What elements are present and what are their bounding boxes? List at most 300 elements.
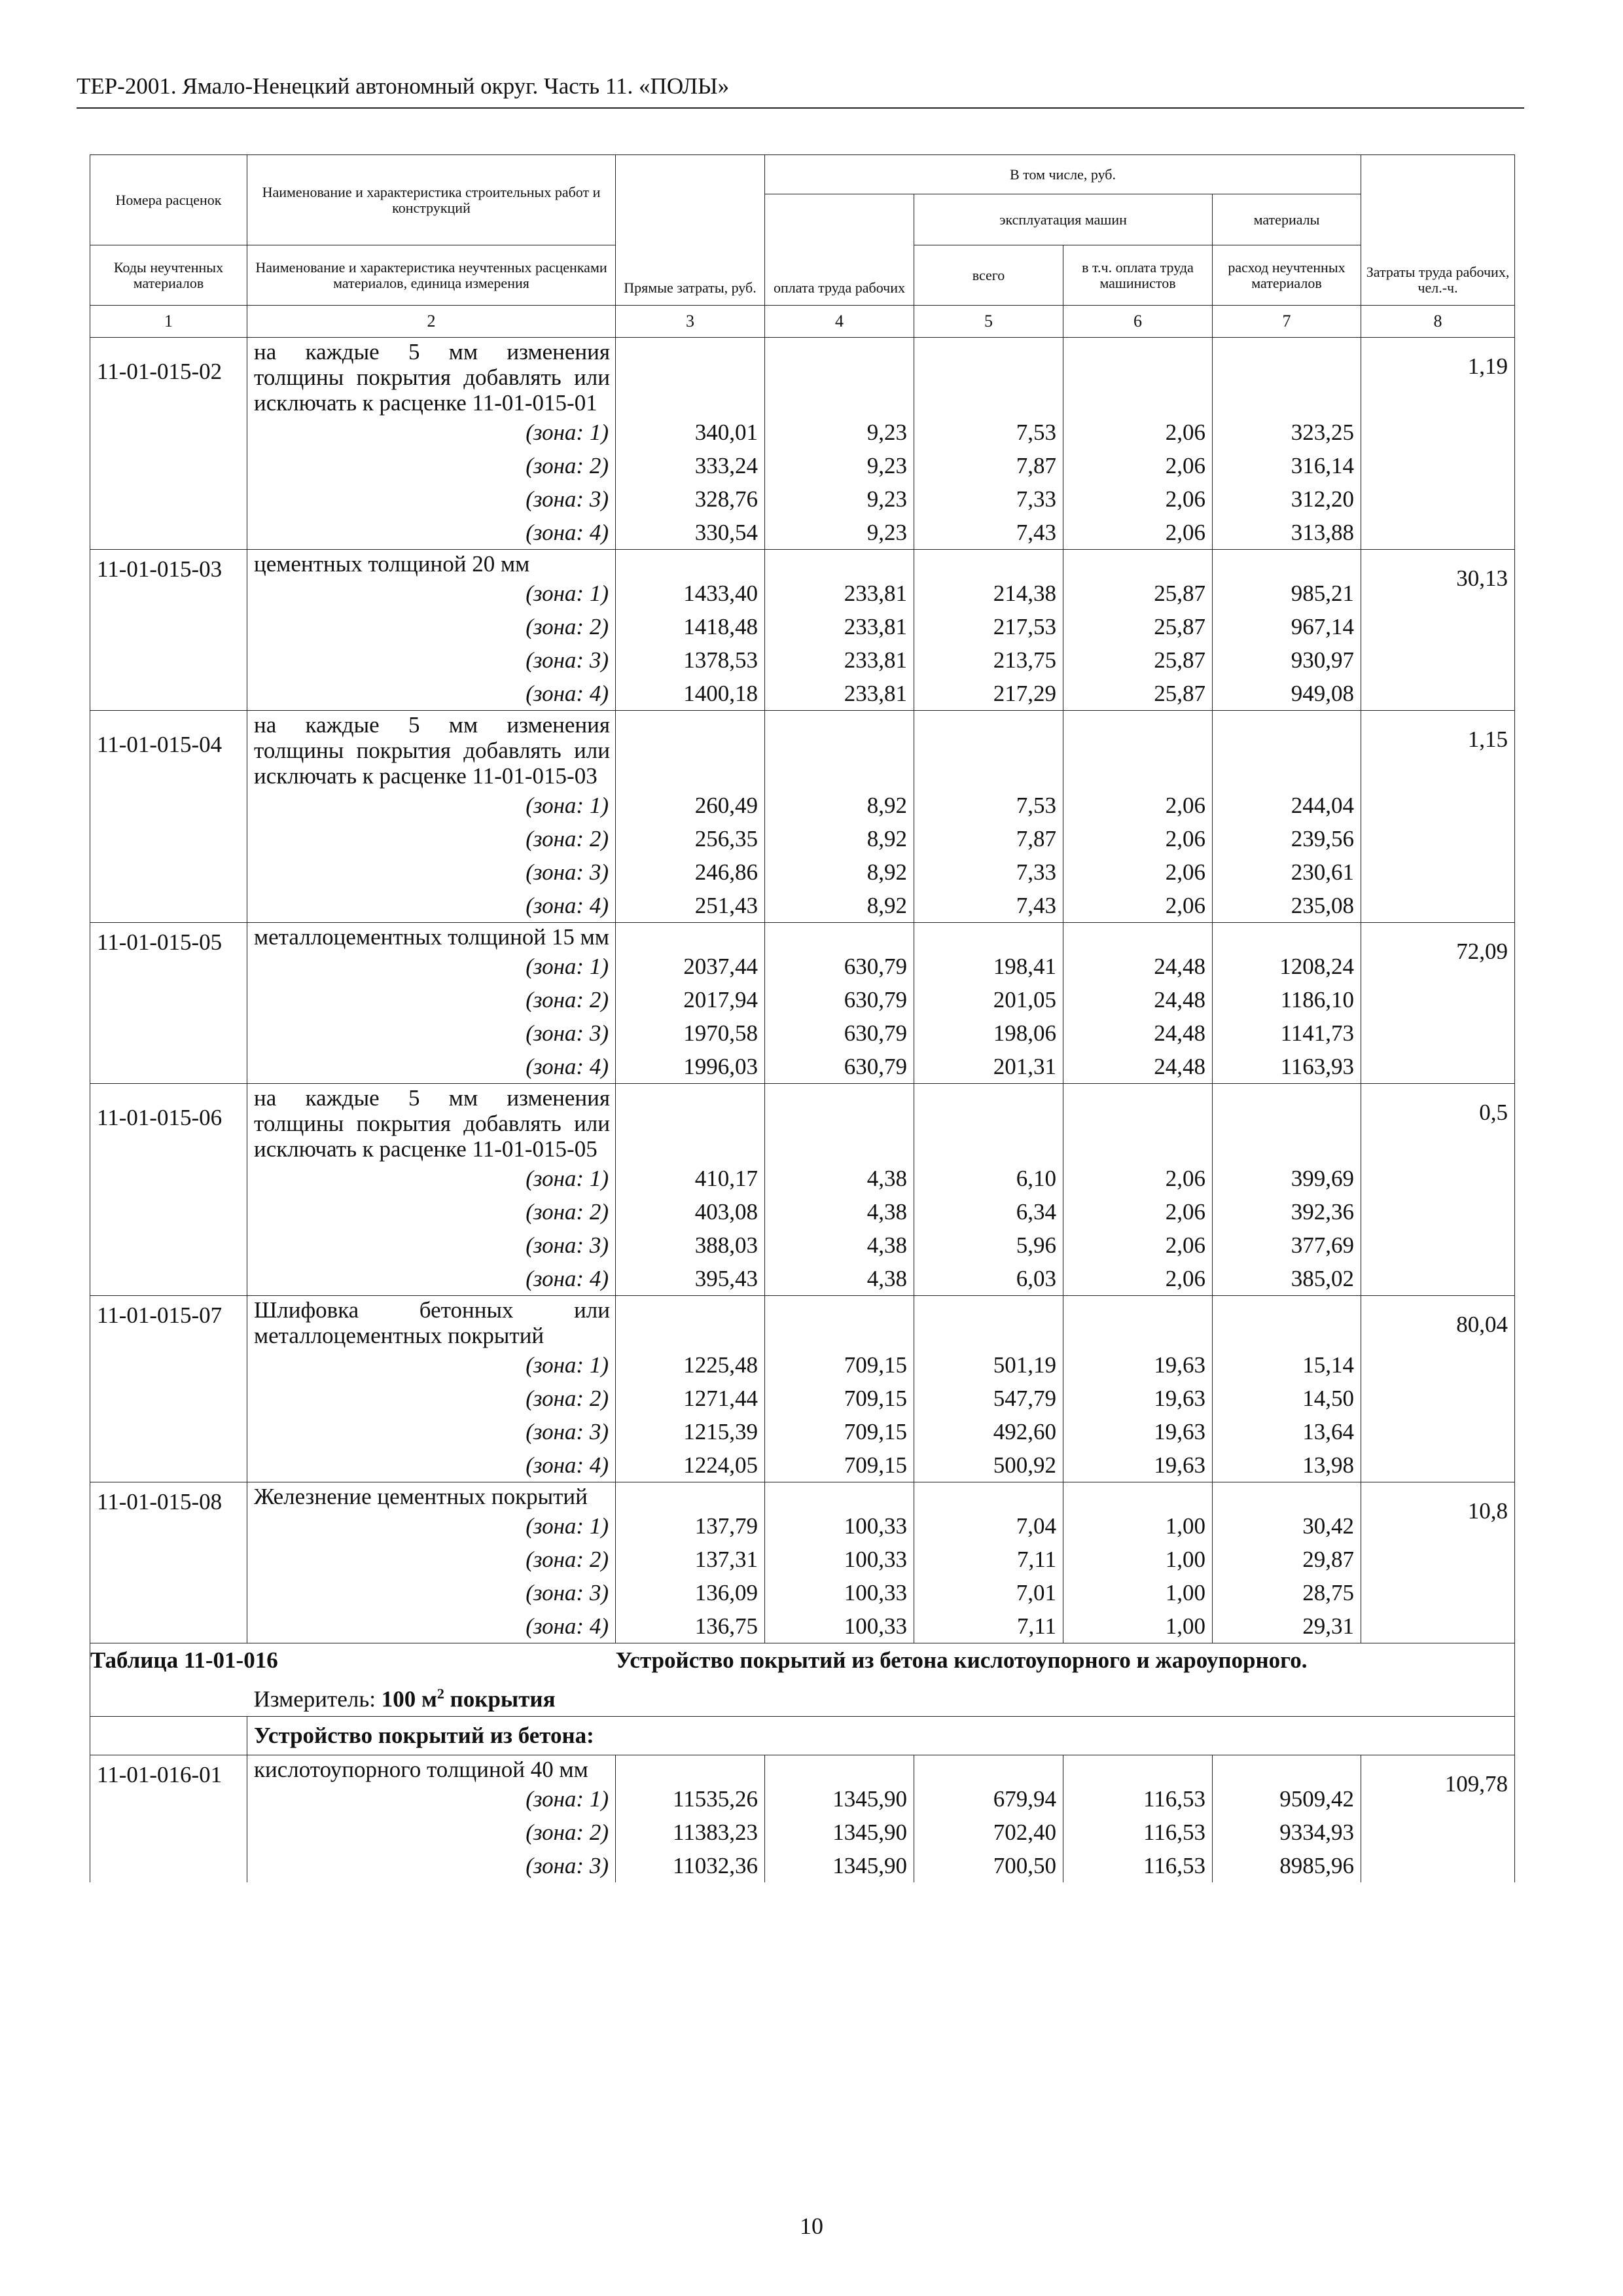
empty-cell (616, 1084, 765, 1162)
zone-row (90, 1609, 1515, 1643)
zone-label: (зона: 1) (247, 416, 616, 449)
zone-label: (зона: 3) (247, 482, 616, 516)
column-number: 4 (765, 306, 914, 338)
materials-cost: 392,36 (1213, 1195, 1361, 1229)
empty-cell (765, 550, 914, 577)
machines-pay: 1,00 (1063, 1509, 1213, 1543)
zone-label: (зона: 4) (247, 889, 616, 923)
empty-cell (1063, 1482, 1213, 1510)
direct-cost: 137,79 (616, 1509, 765, 1543)
machines-total: 7,11 (914, 1609, 1063, 1643)
empty-cell (616, 923, 765, 950)
machines-pay: 2,06 (1063, 1229, 1213, 1262)
labor-pay: 630,79 (765, 1050, 914, 1084)
machines-total: 217,53 (914, 610, 1063, 643)
empty-cell (765, 1755, 914, 1782)
zone-row (90, 1162, 1515, 1195)
labor-cost: 109,78 (1361, 1755, 1515, 1882)
labor-cost: 80,04 (1361, 1296, 1515, 1482)
col-code-bottom: Коды неучтенных материалов (90, 245, 247, 306)
empty-cell (914, 550, 1063, 577)
zone-label: (зона: 2) (247, 449, 616, 482)
machines-pay: 1,00 (1063, 1609, 1213, 1643)
machines-total: 7,04 (914, 1509, 1063, 1543)
zone-row (90, 1576, 1515, 1609)
materials-cost: 323,25 (1213, 416, 1361, 449)
empty-cell (1063, 923, 1213, 950)
labor-cost: 1,15 (1361, 711, 1515, 923)
column-number: 1 (90, 306, 247, 338)
measure-unit: покрытия (450, 1686, 556, 1712)
labor-pay: 233,81 (765, 610, 914, 643)
column-number: 2 (247, 306, 616, 338)
zone-label: (зона: 2) (247, 1816, 616, 1849)
labor-pay: 630,79 (765, 1016, 914, 1050)
machines-total: 217,29 (914, 677, 1063, 711)
materials-cost: 235,08 (1213, 889, 1361, 923)
rate-description: на каждые 5 мм изменения толщины покрытия добавлять или исключать к расценке 11-01-015-01 (247, 338, 616, 416)
labor-cost: 30,13 (1361, 550, 1515, 711)
empty-cell (1063, 1296, 1213, 1349)
rate-group-row (90, 711, 1515, 789)
labor-pay: 1345,90 (765, 1849, 914, 1882)
machines-total: 547,79 (914, 1382, 1063, 1415)
direct-cost: 2017,94 (616, 983, 765, 1016)
zone-label: (зона: 4) (247, 1448, 616, 1482)
zone-row (90, 789, 1515, 822)
labor-pay: 100,33 (765, 1509, 914, 1543)
measure-label: Измеритель: (253, 1686, 376, 1712)
machines-pay: 1,00 (1063, 1543, 1213, 1576)
labor-pay: 630,79 (765, 950, 914, 983)
zone-label: (зона: 4) (247, 516, 616, 550)
zone-label: (зона: 2) (247, 610, 616, 643)
empty-cell (914, 1296, 1063, 1349)
rate-group-row (90, 1084, 1515, 1162)
materials-cost: 29,31 (1213, 1609, 1361, 1643)
rate-description: на каждые 5 мм изменения толщины покрытия добавлять или исключать к расценке 11-01-015-05 (247, 1084, 616, 1162)
machines-total: 214,38 (914, 577, 1063, 610)
materials-cost: 230,61 (1213, 855, 1361, 889)
materials-cost: 13,64 (1213, 1415, 1361, 1448)
price-table (90, 154, 1515, 1882)
direct-cost: 328,76 (616, 482, 765, 516)
page-header: ТЕР-2001. Ямало-Ненецкий автономный округ. Часть 11. «ПОЛЫ» (77, 73, 1524, 109)
labor-cost: 1,19 (1361, 338, 1515, 550)
empty-cell (616, 550, 765, 577)
direct-cost: 410,17 (616, 1162, 765, 1195)
labor-pay: 100,33 (765, 1576, 914, 1609)
labor-pay: 100,33 (765, 1609, 914, 1643)
machines-total: 7,01 (914, 1576, 1063, 1609)
zone-label: (зона: 3) (247, 1016, 616, 1050)
materials-cost: 9334,93 (1213, 1816, 1361, 1849)
empty-cell (765, 338, 914, 416)
machines-total: 679,94 (914, 1782, 1063, 1816)
zone-label: (зона: 4) (247, 1262, 616, 1296)
machines-pay: 24,48 (1063, 983, 1213, 1016)
empty-cell (1063, 711, 1213, 789)
section-row (90, 1716, 1515, 1755)
labor-pay: 9,23 (765, 449, 914, 482)
materials-cost: 13,98 (1213, 1448, 1361, 1482)
rate-code: 11-01-015-03 (90, 550, 247, 711)
rate-description: металлоцементных толщиной 15 мм (247, 923, 616, 950)
col-name-bottom: Наименование и характеристика неучтенных расценками материалов, единица измерения (247, 245, 616, 306)
labor-pay: 709,15 (765, 1448, 914, 1482)
direct-cost: 1215,39 (616, 1415, 765, 1448)
materials-cost: 930,97 (1213, 643, 1361, 677)
materials-cost: 15,14 (1213, 1348, 1361, 1382)
zone-label: (зона: 1) (247, 1348, 616, 1382)
rate-group-row (90, 1296, 1515, 1349)
col-materials: материалы (1213, 194, 1361, 245)
measure-unit-cell (247, 1677, 1515, 1716)
rate-group-row (90, 923, 1515, 950)
machines-pay: 2,06 (1063, 516, 1213, 550)
rate-description: Железнение цементных покрытий (247, 1482, 616, 1510)
machines-total: 7,53 (914, 416, 1063, 449)
table-title: Таблица 11-01-016 (90, 1643, 616, 1677)
machines-total: 700,50 (914, 1849, 1063, 1882)
direct-cost: 1418,48 (616, 610, 765, 643)
rate-group-row (90, 1755, 1515, 1782)
rate-group-row (90, 550, 1515, 577)
rate-description: на каждые 5 мм изменения толщины покрытия добавлять или исключать к расценке 11-01-015-03 (247, 711, 616, 789)
table-head (90, 155, 1515, 306)
col-machines-total: всего (914, 245, 1063, 306)
empty-cell (1213, 550, 1361, 577)
direct-cost: 137,31 (616, 1543, 765, 1576)
labor-pay: 233,81 (765, 643, 914, 677)
rate-code: 11-01-015-04 (90, 711, 247, 923)
machines-total: 201,31 (914, 1050, 1063, 1084)
direct-cost: 1378,53 (616, 643, 765, 677)
empty-cell (914, 923, 1063, 950)
machines-total: 6,10 (914, 1162, 1063, 1195)
empty-cell (1063, 1084, 1213, 1162)
labor-pay: 9,23 (765, 482, 914, 516)
empty-cell (1213, 338, 1361, 416)
direct-cost: 1271,44 (616, 1382, 765, 1415)
zone-label: (зона: 1) (247, 950, 616, 983)
machines-total: 213,75 (914, 643, 1063, 677)
materials-cost: 8985,96 (1213, 1849, 1361, 1882)
materials-cost: 9509,42 (1213, 1782, 1361, 1816)
empty-cell (914, 711, 1063, 789)
materials-cost: 1163,93 (1213, 1050, 1361, 1084)
labor-pay: 1345,90 (765, 1816, 914, 1849)
zone-label: (зона: 3) (247, 855, 616, 889)
materials-cost: 985,21 (1213, 577, 1361, 610)
empty-cell (914, 1084, 1063, 1162)
labor-cost: 0,5 (1361, 1084, 1515, 1296)
column-number: 8 (1361, 306, 1515, 338)
labor-pay: 630,79 (765, 983, 914, 1016)
direct-cost: 246,86 (616, 855, 765, 889)
machines-pay: 2,06 (1063, 1195, 1213, 1229)
zone-row (90, 950, 1515, 983)
machines-total: 7,87 (914, 822, 1063, 855)
machines-total: 7,11 (914, 1543, 1063, 1576)
rate-description: кислотоупорного толщиной 40 мм (247, 1755, 616, 1782)
rate-code: 11-01-015-06 (90, 1084, 247, 1296)
measure-superscript: 2 (437, 1685, 444, 1702)
empty-cell (1213, 1084, 1361, 1162)
materials-cost: 312,20 (1213, 482, 1361, 516)
direct-cost: 11535,26 (616, 1782, 765, 1816)
empty-cell (1213, 1296, 1361, 1349)
zone-label: (зона: 1) (247, 1509, 616, 1543)
empty-cell (616, 1296, 765, 1349)
empty-cell (1213, 711, 1361, 789)
rate-code: 11-01-016-01 (90, 1755, 247, 1882)
section-heading: Устройство покрытий из бетона: (247, 1716, 1515, 1755)
zone-row (90, 1509, 1515, 1543)
rate-code: 11-01-015-07 (90, 1296, 247, 1482)
direct-cost: 333,24 (616, 449, 765, 482)
empty-cell (914, 1482, 1063, 1510)
labor-pay: 9,23 (765, 416, 914, 449)
direct-cost: 403,08 (616, 1195, 765, 1229)
direct-cost: 388,03 (616, 1229, 765, 1262)
zone-row (90, 1849, 1515, 1882)
machines-total: 501,19 (914, 1348, 1063, 1382)
machines-pay: 25,87 (1063, 677, 1213, 711)
col-name-top: Наименование и характеристика строительных работ и конструкций (247, 155, 616, 245)
col-machines-pay: в т.ч. оплата труда машинистов (1063, 245, 1213, 306)
machines-pay: 116,53 (1063, 1782, 1213, 1816)
materials-cost: 313,88 (1213, 516, 1361, 550)
labor-pay: 233,81 (765, 577, 914, 610)
zone-label: (зона: 2) (247, 1543, 616, 1576)
zone-row (90, 1016, 1515, 1050)
col-code-top: Номера расценок (90, 155, 247, 245)
zone-row (90, 416, 1515, 449)
labor-cost: 10,8 (1361, 1482, 1515, 1643)
direct-cost: 330,54 (616, 516, 765, 550)
empty-cell (765, 923, 914, 950)
direct-cost: 1224,05 (616, 1448, 765, 1482)
table-title-row (90, 1643, 1515, 1677)
empty-cell (1063, 338, 1213, 416)
zone-label: (зона: 2) (247, 1382, 616, 1415)
machines-total: 492,60 (914, 1415, 1063, 1448)
empty-cell (1213, 923, 1361, 950)
labor-pay: 1345,90 (765, 1782, 914, 1816)
rate-description: цементных толщиной 20 мм (247, 550, 616, 577)
materials-cost: 14,50 (1213, 1382, 1361, 1415)
materials-cost: 377,69 (1213, 1229, 1361, 1262)
column-numbers-row (90, 306, 1515, 338)
machines-total: 500,92 (914, 1448, 1063, 1482)
machines-pay: 2,06 (1063, 855, 1213, 889)
zone-row (90, 1229, 1515, 1262)
zone-label: (зона: 3) (247, 1576, 616, 1609)
machines-total: 702,40 (914, 1816, 1063, 1849)
direct-cost: 1996,03 (616, 1050, 765, 1084)
measure-value: 100 м (381, 1686, 437, 1712)
labor-pay: 8,92 (765, 889, 914, 923)
direct-cost: 11383,23 (616, 1816, 765, 1849)
materials-cost: 30,42 (1213, 1509, 1361, 1543)
direct-cost: 1225,48 (616, 1348, 765, 1382)
empty-cell (616, 1755, 765, 1782)
empty-cell (1063, 550, 1213, 577)
direct-cost: 136,75 (616, 1609, 765, 1643)
machines-pay: 2,06 (1063, 416, 1213, 449)
direct-cost: 136,09 (616, 1576, 765, 1609)
zone-label: (зона: 4) (247, 1609, 616, 1643)
zone-label: (зона: 3) (247, 643, 616, 677)
labor-pay: 233,81 (765, 677, 914, 711)
zone-label: (зона: 4) (247, 1050, 616, 1084)
materials-cost: 1186,10 (1213, 983, 1361, 1016)
zone-row (90, 1195, 1515, 1229)
labor-pay: 100,33 (765, 1543, 914, 1576)
rate-group-row (90, 1482, 1515, 1510)
labor-pay: 709,15 (765, 1415, 914, 1448)
machines-pay: 2,06 (1063, 1262, 1213, 1296)
machines-pay: 2,06 (1063, 482, 1213, 516)
zone-row (90, 1382, 1515, 1415)
measure-spacer (90, 1677, 247, 1716)
rate-description: Шлифовка бетонных или металлоцементных покрытий (247, 1296, 616, 1349)
direct-cost: 11032,36 (616, 1849, 765, 1882)
machines-total: 7,33 (914, 855, 1063, 889)
labor-pay: 4,38 (765, 1262, 914, 1296)
machines-pay: 24,48 (1063, 1016, 1213, 1050)
zone-row (90, 1816, 1515, 1849)
col-including: В том числе, руб. (765, 155, 1361, 194)
zone-row (90, 822, 1515, 855)
materials-cost: 29,87 (1213, 1543, 1361, 1576)
machines-pay: 2,06 (1063, 889, 1213, 923)
direct-cost: 340,01 (616, 416, 765, 449)
materials-cost: 967,14 (1213, 610, 1361, 643)
table-description: Устройство покрытий из бетона кислотоупорного и жароупорного. (616, 1643, 1515, 1677)
labor-pay: 8,92 (765, 789, 914, 822)
labor-pay: 4,38 (765, 1162, 914, 1195)
direct-cost: 1400,18 (616, 677, 765, 711)
labor-pay: 709,15 (765, 1382, 914, 1415)
machines-pay: 19,63 (1063, 1415, 1213, 1448)
table-body (90, 306, 1515, 1882)
direct-cost: 1970,58 (616, 1016, 765, 1050)
machines-pay: 2,06 (1063, 449, 1213, 482)
zone-label: (зона: 4) (247, 677, 616, 711)
zone-row (90, 1543, 1515, 1576)
empty-cell (616, 338, 765, 416)
page-number: 10 (800, 2213, 823, 2239)
rate-code: 11-01-015-08 (90, 1482, 247, 1643)
rate-group-row (90, 338, 1515, 416)
zone-row (90, 855, 1515, 889)
direct-cost: 251,43 (616, 889, 765, 923)
machines-total: 7,87 (914, 449, 1063, 482)
machines-total: 198,41 (914, 950, 1063, 983)
zone-label: (зона: 1) (247, 1162, 616, 1195)
column-number: 3 (616, 306, 765, 338)
zone-label: (зона: 1) (247, 1782, 616, 1816)
zone-row (90, 516, 1515, 550)
materials-cost: 316,14 (1213, 449, 1361, 482)
empty-cell (765, 1084, 914, 1162)
zone-label: (зона: 1) (247, 789, 616, 822)
direct-cost: 256,35 (616, 822, 765, 855)
direct-cost: 1433,40 (616, 577, 765, 610)
machines-pay: 24,48 (1063, 950, 1213, 983)
col-labor-pay: оплата труда рабочих (765, 194, 914, 306)
machines-pay: 25,87 (1063, 610, 1213, 643)
machines-total: 5,96 (914, 1229, 1063, 1262)
column-number: 5 (914, 306, 1063, 338)
empty-cell (1063, 1755, 1213, 1782)
zone-row (90, 1348, 1515, 1382)
machines-total: 7,53 (914, 789, 1063, 822)
zone-row (90, 449, 1515, 482)
materials-cost: 244,04 (1213, 789, 1361, 822)
zone-row (90, 889, 1515, 923)
machines-total: 7,43 (914, 516, 1063, 550)
empty-cell (914, 1755, 1063, 1782)
machines-pay: 25,87 (1063, 577, 1213, 610)
materials-cost: 399,69 (1213, 1162, 1361, 1195)
rate-code: 11-01-015-02 (90, 338, 247, 550)
empty-cell (616, 711, 765, 789)
direct-cost: 395,43 (616, 1262, 765, 1296)
machines-pay: 2,06 (1063, 789, 1213, 822)
machines-pay: 2,06 (1063, 822, 1213, 855)
zone-row (90, 1262, 1515, 1296)
labor-pay: 9,23 (765, 516, 914, 550)
materials-cost: 1141,73 (1213, 1016, 1361, 1050)
machines-pay: 2,06 (1063, 1162, 1213, 1195)
machines-pay: 116,53 (1063, 1816, 1213, 1849)
zone-row (90, 1415, 1515, 1448)
col-machines: эксплуатация машин (914, 194, 1213, 245)
zone-row (90, 610, 1515, 643)
materials-cost: 1208,24 (1213, 950, 1361, 983)
empty-cell (616, 1482, 765, 1510)
col-labor: Затраты труда рабочих, чел.-ч. (1361, 155, 1515, 306)
machines-total: 7,33 (914, 482, 1063, 516)
direct-cost: 260,49 (616, 789, 765, 822)
zone-label: (зона: 3) (247, 1415, 616, 1448)
zone-row (90, 1782, 1515, 1816)
machines-total: 6,34 (914, 1195, 1063, 1229)
empty-cell (765, 1482, 914, 1510)
machines-pay: 1,00 (1063, 1576, 1213, 1609)
zone-row (90, 1050, 1515, 1084)
machines-total: 198,06 (914, 1016, 1063, 1050)
machines-pay: 19,63 (1063, 1382, 1213, 1415)
machines-pay: 25,87 (1063, 643, 1213, 677)
materials-cost: 239,56 (1213, 822, 1361, 855)
machines-pay: 19,63 (1063, 1348, 1213, 1382)
machines-pay: 24,48 (1063, 1050, 1213, 1084)
zone-label: (зона: 1) (247, 577, 616, 610)
machines-total: 6,03 (914, 1262, 1063, 1296)
col-materials-unacc: расход неучтенных материалов (1213, 245, 1361, 306)
section-spacer (90, 1716, 247, 1755)
zone-label: (зона: 3) (247, 1849, 616, 1882)
measure-row (90, 1677, 1515, 1716)
materials-cost: 949,08 (1213, 677, 1361, 711)
zone-row (90, 643, 1515, 677)
zone-row (90, 1448, 1515, 1482)
zone-row (90, 577, 1515, 610)
